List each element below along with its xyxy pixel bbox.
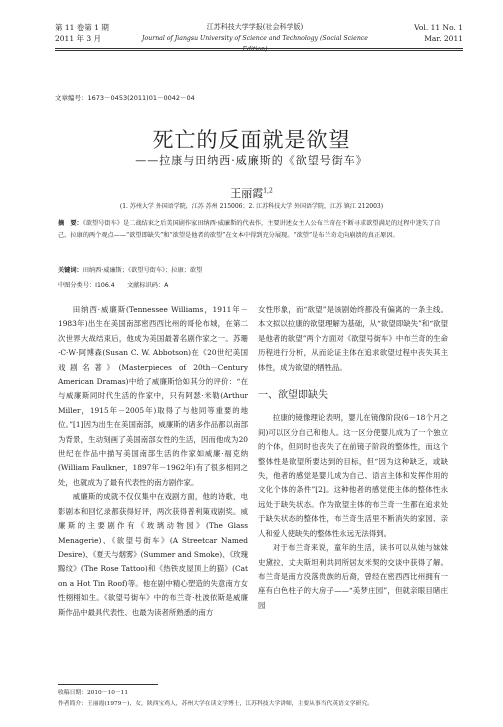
paragraph: 对于布兰奇来说，童年的生活，读书可以从她与妹妹史黛拉、丈夫斯坦利共同所居友米契的交谈中获得了解。布兰奇是南方没落贵族的后裔，曾经在密西西比州拥有一座有白色柱子的大房子——“美梦庄园”，但就亲眼目睹庄园 — [258, 543, 448, 610]
issue-info-en — [414, 22, 463, 44]
author — [0, 185, 503, 201]
header-rule-thin — [55, 50, 463, 51]
abstract — [58, 218, 450, 241]
section-heading: 一、欲望即缺失 — [258, 390, 328, 402]
abstract-label: 摘 要： — [58, 220, 83, 227]
article-number: 文章编号：1673－0453(2011)01－0042－04 — [55, 94, 195, 102]
journal-title-cn: 江苏科技大学学报(社会科学版) — [206, 23, 304, 31]
volume-issue: 第 11 卷第 1 期 — [55, 23, 109, 32]
paragraph: 拉康的镜像理论表明，婴儿在镜像阶段(6－18个月之间)可以区分自己和他人。这一区分使婴儿成为了一个独立的个体，但同时也丧失了在前镜子阶段的整体性，而这个整体性是欲望所要达到的目标，但“因为这种缺乏，或缺失，他者的感觉是婴儿成为自己、语言主体和发挥作用的文化个体的条件”[2]。这种他者的感觉使主体的整体性永远处于缺失状态。作为欲望主体的布兰奇一生都在追求处于缺失状态的整体性，布兰奇生活里不断消失的家园、亲人和爱人使缺失的整体性永远无法得到。 — [258, 413, 448, 538]
body-column-right — [258, 303, 448, 613]
volume-issue-en: Vol. 11 No. 1 — [414, 23, 463, 32]
keywords — [58, 265, 450, 274]
journal-title-en: Journal of Jiangsu University of Science and Technology (Social Science Edition) — [142, 35, 368, 53]
issue-date-en: Mar. 2011 — [424, 34, 463, 43]
keywords-label: 关键词： — [58, 267, 83, 274]
header-rule — [55, 48, 463, 49]
author-name: 王丽霞 — [230, 187, 264, 200]
abstract-text: 《欲望号街车》是二战结束之后美国剧作家田纳西·威廉斯的代表作，主要讲述女主人公布兰奇在不断寻求欲望满足的过程中迷失了自己。拉康的两个观点——“欲望即缺失”和“欲望是他者的欲望”在文本中得到充分展现。“欲望”是布兰奇走向崩溃的真正原因。 — [58, 220, 441, 239]
paragraph: 田纳西·威廉斯(Tennessee Williams，1911年－1983年)出生在美国南部密西西比州的哥伦布城，在第二次世界大战结束后，他成为美国最著名剧作家之一。苏珊·C·W·阿博森(Susan C. W. Abbotson)在《20世纪美国戏剧名著》(Masterpieces of 20th－Century American Dramas)中给了威廉斯恰如其分的评价：“在与威廉斯同时代生活的作家中，只有阿瑟·米勒(Arthur Miller，1915年－2005年)取得了与他同等重要的地位。”[1]因为出生在美国南部，威廉斯的诸多作品都以南部为背景，生动刻画了美国南部女性的生活，因而他成为20世纪在作品中描写美国南部生活的作家如威廉·福克纳(William Faulkner，1897年－1962年)有了很多相同之处，也就成为了最有代表性的南方剧作家。 — [58, 305, 248, 487]
footnote-rule — [58, 684, 158, 685]
paragraph: 女性形象，而“欲望”是该剧始终都没有偏离的一条主线。本文拟以拉康的欲望理解为基础，从“欲望即缺失”和“欲望是他者的欲望”两个方面对《欲望号街车》中布兰奇的生命历程进行分析，从而论证主体在追求欲望过程中丧失其主体性，成为欲望的牺牲品。 — [258, 305, 448, 372]
paragraph: 威廉斯的成就不仅仅集中在戏剧方面，他的诗歌、电影剧本和回忆录都获得好评，两次获得普利策戏剧奖。威廉斯的主要剧作有《玻璃动物园》(The Glass Menagerie)、《欲望号街车》(A Streetcar Named Desire)、《夏天与烟雾》(Summer and Smoke)、《玫瑰黥纹》(The Rose Tattoo)和《热铁皮屋顶上的猫》(Cat on a Hot Tin Roof)等。他在剧中精心塑造的失意南方女性栩栩如生。《欲望号街车》中的布兰奇·杜波依斯是威廉斯作品中最具代表性、也最为读者所熟悉的南方 — [58, 492, 249, 617]
author-bio: 作者简介：王丽霞(1979－)，女，陕西宝鸡人，苏州大学在读文学博士，江苏科技大学讲师，主要从事当代英语文学研究。 — [58, 701, 373, 707]
affiliation: (1. 苏州大学 外国语学院，江苏 苏州 215006；2. 江苏科技大学 外国语学院，江苏 镇江 212003) — [119, 203, 384, 210]
article-title: 死亡的反面就是欲望 — [152, 128, 351, 152]
body-column-left — [58, 303, 248, 620]
article-subtitle: ——拉康与田纳西·威廉斯的《欲望号街车》 — [135, 154, 368, 167]
received-date: 收稿日期：2010－10－11 — [58, 690, 129, 696]
footnote — [58, 688, 458, 710]
classification: 中图分类号：I106.4 文献标识码：A — [58, 282, 169, 289]
issue-date-cn: 2011 年 3 月 — [55, 34, 102, 43]
keywords-text: 田纳西·威廉斯；《欲望号街车》；拉康；欲望 — [82, 267, 203, 274]
issue-info — [55, 22, 109, 44]
author-affiliation-markers: 1,2 — [263, 187, 273, 195]
